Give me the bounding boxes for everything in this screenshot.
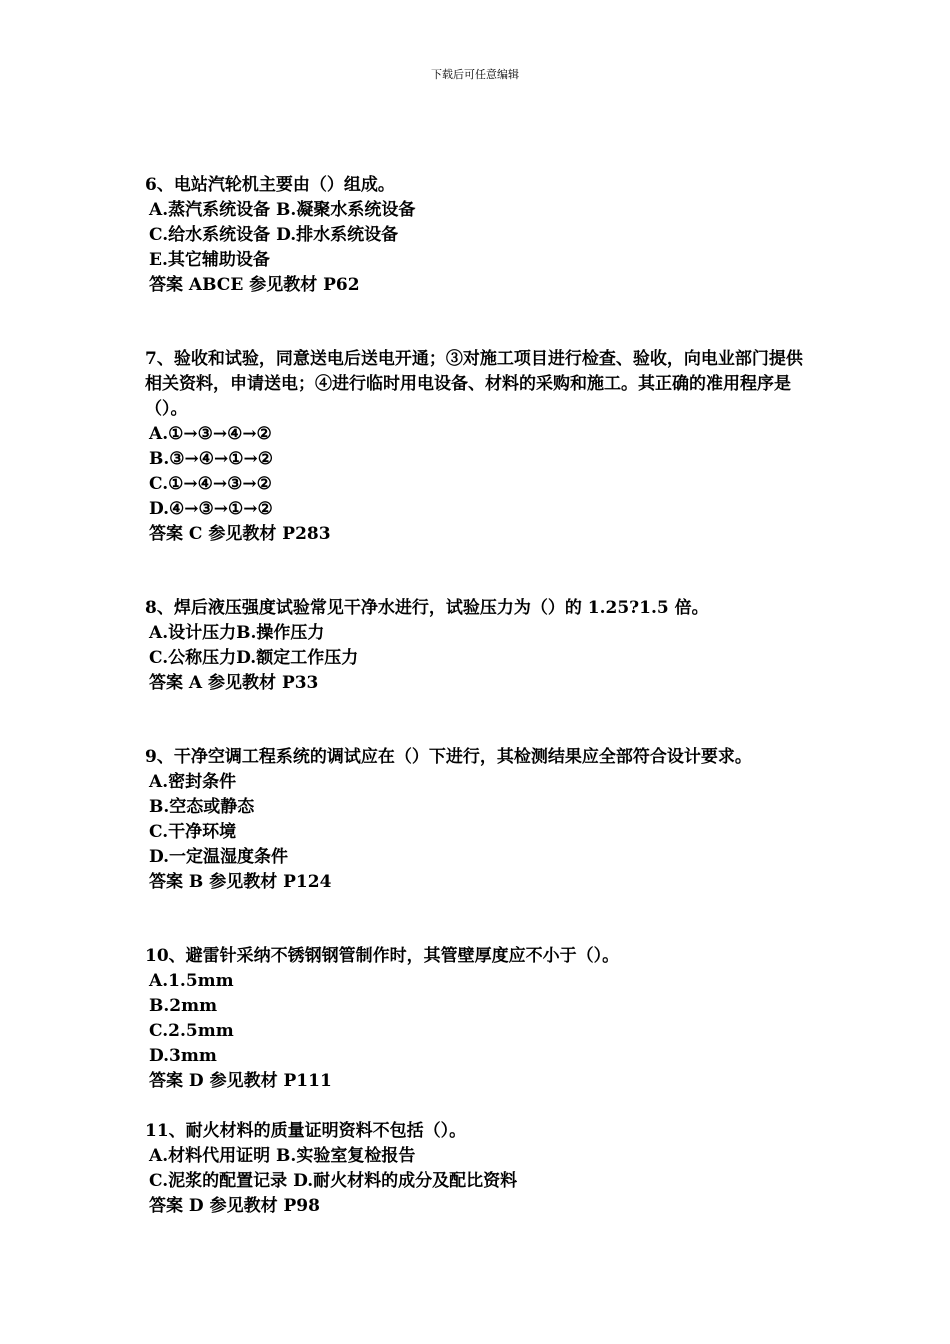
question-7 <box>145 347 810 547</box>
question-option: A.密封条件 <box>149 772 237 792</box>
answer-line: 答案 A 参见教材 P33 <box>149 673 319 693</box>
question-stem: 9、干净空调工程系统的调试应在（）下进行，其检测结果应全部符合设计要求。 <box>145 747 752 767</box>
question-option: A.材料代用证明 B.实验室复检报告 <box>149 1146 416 1166</box>
question-stem: 11、耐火材料的质量证明资料不包括（）。 <box>145 1121 467 1141</box>
question-option: D.一定温湿度条件 <box>149 847 289 867</box>
question-option: A.①→③→④→② <box>149 424 272 444</box>
question-8 <box>145 596 835 696</box>
answer-line: 答案 D 参见教材 P111 <box>149 1071 332 1091</box>
question-option: C.泥浆的配置记录 D.耐火材料的成分及配比资料 <box>149 1171 518 1191</box>
question-11 <box>145 1119 835 1219</box>
answer-line: 答案 ABCE 参见教材 P62 <box>149 275 360 295</box>
question-option: C.干净环境 <box>149 822 237 842</box>
answer-line: 答案 B 参见教材 P124 <box>149 872 332 892</box>
question-stem: 10、避雷针采纳不锈钢钢管制作时，其管壁厚度应不小于（）。 <box>145 946 620 966</box>
answer-line: 答案 C 参见教材 P283 <box>149 524 331 544</box>
question-6 <box>145 173 835 298</box>
question-stem: 7、验收和试验，同意送电后送电开通；③对施工项目进行检查、验收，向电业部门提供相关资料，申请送电；④进行临时用电设备、材料的采购和施工。其正确的准用程序是（）。 <box>145 349 803 419</box>
question-option: C.2.5mm <box>149 1021 234 1041</box>
question-option: D.3mm <box>149 1046 217 1066</box>
question-option: C.公称压力D.额定工作压力 <box>149 648 359 668</box>
page-header: 下载后可任意编辑 <box>431 68 519 81</box>
question-option: A.1.5mm <box>149 971 234 991</box>
question-option: B.2mm <box>149 996 218 1016</box>
question-stem: 6、电站汽轮机主要由（）组成。 <box>145 175 395 195</box>
question-option: A.设计压力B.操作压力 <box>149 623 325 643</box>
question-10 <box>145 944 835 1094</box>
question-option: C.给水系统设备 D.排水系统设备 <box>149 225 399 245</box>
question-9 <box>145 745 845 895</box>
question-option: D.④→③→①→② <box>149 499 273 519</box>
answer-line: 答案 D 参见教材 P98 <box>149 1196 320 1216</box>
question-option: A.蒸汽系统设备 B.凝聚水系统设备 <box>149 200 416 220</box>
question-stem: 8、焊后液压强度试验常见干净水进行，试验压力为（）的 1.25?1.5 倍。 <box>145 598 709 618</box>
question-option: C.①→④→③→② <box>149 474 272 494</box>
question-option: E.其它辅助设备 <box>149 250 270 270</box>
question-option: B.空态或静态 <box>149 797 255 817</box>
question-option: B.③→④→①→② <box>149 449 273 469</box>
